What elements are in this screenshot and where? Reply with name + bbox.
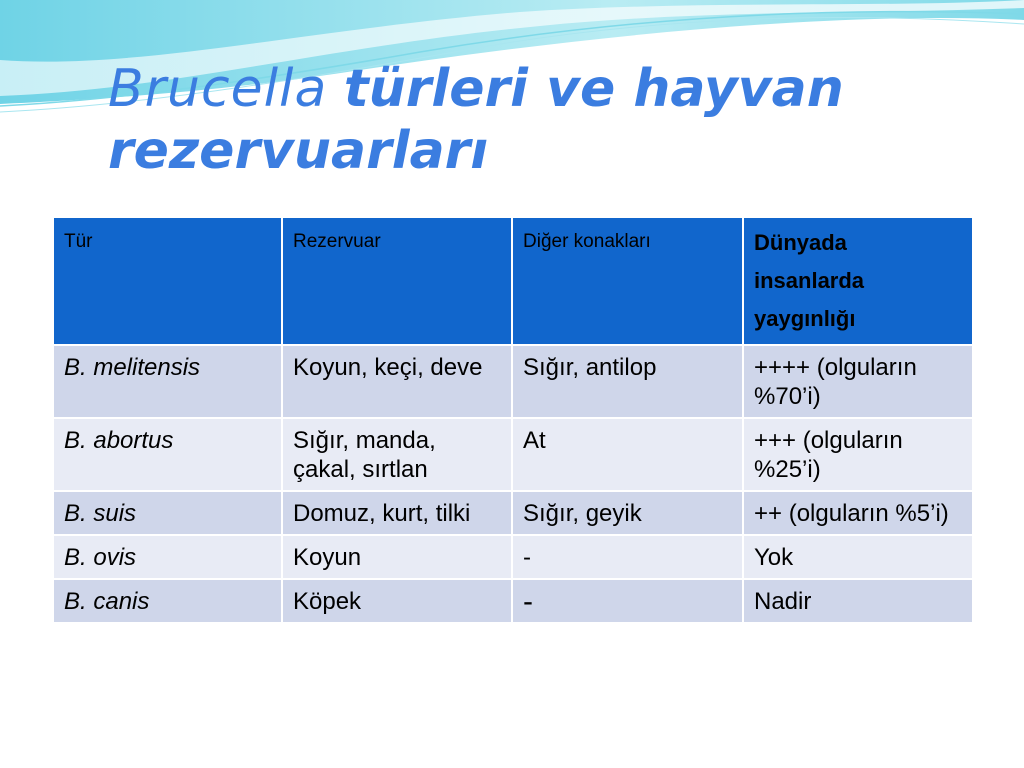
title-italic-part: Brucella bbox=[108, 59, 328, 119]
title-bold-part: türleri ve hayvan rezervuarları bbox=[108, 59, 844, 181]
cell-prevalence: Nadir bbox=[743, 579, 973, 623]
column-header-prevalence: Dünyada insanlarda yaygınlığı bbox=[743, 217, 973, 345]
cell-other-hosts: Sığır, antilop bbox=[512, 345, 743, 418]
cell-reservoir: Koyun, keçi, deve bbox=[282, 345, 512, 418]
cell-reservoir: Domuz, kurt, tilki bbox=[282, 491, 512, 535]
brucella-species-table bbox=[52, 216, 974, 624]
column-header-other-hosts: Diğer konakları bbox=[512, 217, 743, 345]
cell-prevalence: ++ (olguların %5’i) bbox=[743, 491, 973, 535]
cell-species: B. suis bbox=[53, 491, 282, 535]
column-header-species: Tür bbox=[53, 217, 282, 345]
cell-prevalence: ++++ (olguların %70’i) bbox=[743, 345, 973, 418]
cell-species: B. canis bbox=[53, 579, 282, 623]
column-header-reservoir: Rezervuar bbox=[282, 217, 512, 345]
cell-reservoir: Köpek bbox=[282, 579, 512, 623]
cell-other-hosts: At bbox=[512, 418, 743, 491]
table-row bbox=[53, 491, 973, 535]
cell-species: B. ovis bbox=[53, 535, 282, 579]
table-row bbox=[53, 345, 973, 418]
cell-prevalence: Yok bbox=[743, 535, 973, 579]
cell-other-hosts: - bbox=[512, 579, 743, 623]
cell-species: B. abortus bbox=[53, 418, 282, 491]
cell-other-hosts: - bbox=[512, 535, 743, 579]
cell-reservoir: Sığır, manda, çakal, sırtlan bbox=[282, 418, 512, 491]
table-header-row bbox=[53, 217, 973, 345]
table-row bbox=[53, 579, 973, 623]
cell-other-hosts: Sığır, geyik bbox=[512, 491, 743, 535]
cell-species: B. melitensis bbox=[53, 345, 282, 418]
cell-prevalence: +++ (olguların %25’i) bbox=[743, 418, 973, 491]
cell-reservoir: Koyun bbox=[282, 535, 512, 579]
slide-title bbox=[108, 58, 988, 182]
table-row bbox=[53, 535, 973, 579]
table-row bbox=[53, 418, 973, 491]
